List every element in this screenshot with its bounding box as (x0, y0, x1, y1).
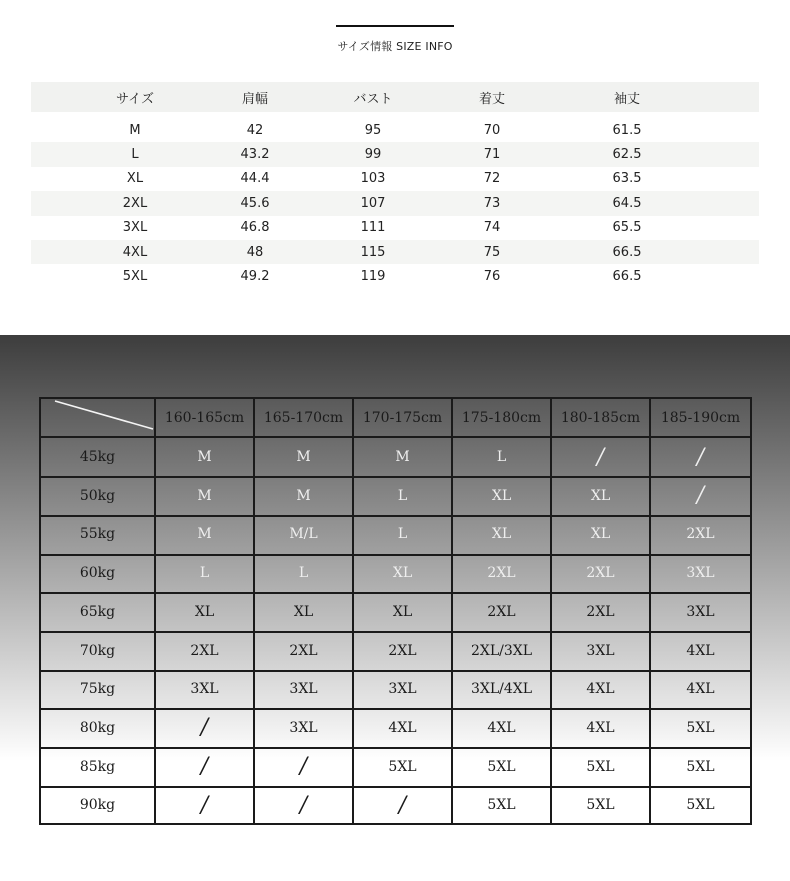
size-row-m (31, 118, 759, 142)
weight-label: 70kg (41, 632, 156, 670)
bust-cell: 111 (360, 220, 386, 236)
size-recommendation-cell: 4XL (354, 709, 453, 747)
sleeve-cell: 61.5 (612, 122, 642, 138)
size-recommendation-cell: 3XL (686, 603, 715, 620)
size-recommendation-cell: / (696, 444, 705, 470)
height-header: 185-190cm (660, 409, 741, 426)
size-recommendation-cell: / (156, 748, 255, 786)
sleeve-cell: 63.5 (612, 171, 642, 187)
length-cell: 73 (483, 195, 501, 211)
size-recommendation-cell: / (156, 709, 255, 747)
shoulder-cell: 44.4 (240, 171, 270, 187)
size-info-title: サイズ情報 SIZE INFO (337, 40, 453, 53)
size-recommendation-cell: 2XL (255, 632, 354, 670)
grid-row (41, 593, 750, 633)
grid-row (41, 632, 750, 672)
size-recommendation-cell: 4XL (552, 709, 651, 747)
size-row-2xl (31, 191, 759, 215)
bust-cell: 99 (364, 147, 382, 163)
size-row-5xl (31, 264, 759, 288)
shoulder-cell: 48 (246, 244, 264, 260)
grid-row (41, 438, 750, 478)
size-cell: 2XL (122, 195, 148, 211)
height-header: 170-175cm (354, 399, 453, 436)
size-recommendation-cell: 5XL (686, 719, 715, 736)
bust-cell: 95 (364, 122, 382, 138)
size-recommendation-cell: 2XL (552, 554, 651, 592)
sleeve-cell: 66.5 (612, 244, 642, 260)
bust-cell: 119 (360, 269, 386, 285)
size-recommendation-cell: M (255, 438, 354, 476)
diagonal-divider-icon (41, 399, 154, 436)
size-recommendation-cell: XL (354, 593, 453, 631)
size-recommendation-cell: XL (255, 593, 354, 631)
length-cell: 72 (483, 171, 501, 187)
height-header: 180-185cm (552, 399, 651, 436)
size-recommendation-cell: M (156, 515, 255, 553)
size-recommendation-cell: 3XL (354, 670, 453, 708)
size-recommendation-cell: L (354, 477, 453, 515)
size-recommendation-cell: 3XL (552, 632, 651, 670)
size-cell: XL (126, 171, 144, 187)
size-recommendation-cell: / (156, 786, 255, 824)
size-recommendation-cell: 5XL (453, 748, 552, 786)
size-recommendation-cell: L (156, 554, 255, 592)
size-recommendation-cell: XL (453, 477, 552, 515)
shoulder-cell: 42 (246, 122, 264, 138)
size-recommendation-cell: 3XL (686, 565, 715, 582)
size-recommendation-cell: 5XL (552, 748, 651, 786)
size-recommendation-cell: 4XL (686, 681, 715, 698)
size-chart-section (0, 335, 790, 881)
size-recommendation-cell: L (453, 438, 552, 476)
size-recommendation-cell: 2XL (453, 554, 552, 592)
size-recommendation-cell: 2XL (552, 593, 651, 631)
size-recommendation-cell: 4XL (686, 642, 715, 659)
weight-label: 80kg (41, 709, 156, 747)
size-row-l (31, 142, 759, 166)
length-cell: 75 (483, 244, 501, 260)
weight-label: 45kg (41, 438, 156, 476)
bust-cell: 103 (360, 171, 386, 187)
size-recommendation-cell: 2XL (453, 593, 552, 631)
height-header: 160-165cm (156, 399, 255, 436)
size-recommendation-cell: M/L (255, 515, 354, 553)
size-cell: M (129, 122, 141, 138)
corner-cell (41, 399, 156, 436)
size-info-header-row (31, 82, 759, 112)
grid-header-row (41, 399, 750, 438)
size-recommendation-cell: XL (354, 554, 453, 592)
size-cell: 5XL (122, 269, 148, 285)
grid-row (41, 554, 750, 594)
weight-label: 85kg (41, 748, 156, 786)
bust-cell: 115 (360, 244, 386, 260)
size-recommendation-cell: M (354, 438, 453, 476)
shoulder-cell: 49.2 (240, 269, 270, 285)
grid-row (41, 670, 750, 710)
size-recommendation-cell: / (552, 438, 651, 476)
height-header: 175-180cm (453, 399, 552, 436)
weight-label: 60kg (41, 554, 156, 592)
header-length: 着丈 (478, 91, 506, 107)
size-recommendation-cell: / (696, 483, 705, 509)
length-cell: 74 (483, 220, 501, 236)
size-recommendation-cell: XL (552, 477, 651, 515)
size-recommendation-cell: 2XL (156, 632, 255, 670)
shoulder-cell: 43.2 (240, 147, 270, 163)
size-recommendation-cell: XL (453, 515, 552, 553)
grid-row (41, 477, 750, 517)
size-recommendation-cell: L (255, 554, 354, 592)
size-recommendation-cell: / (354, 786, 453, 824)
size-info-section (0, 0, 790, 335)
sleeve-cell: 65.5 (612, 220, 642, 236)
size-recommendation-cell: / (255, 786, 354, 824)
size-recommendation-cell: 2XL (686, 526, 715, 543)
size-recommendation-cell: M (156, 477, 255, 515)
shoulder-cell: 45.6 (240, 195, 270, 211)
size-row-xl (31, 167, 759, 191)
size-recommendation-cell: 5XL (552, 786, 651, 824)
size-recommendation-cell: L (354, 515, 453, 553)
size-recommendation-cell: 3XL (255, 709, 354, 747)
size-recommendation-cell: M (255, 477, 354, 515)
size-recommendation-cell: XL (552, 515, 651, 553)
size-row-4xl (31, 240, 759, 264)
size-recommendation-cell: 4XL (552, 670, 651, 708)
sleeve-cell: 64.5 (612, 195, 642, 211)
size-recommendation-cell: 2XL/3XL (453, 632, 552, 670)
grid-row (41, 515, 750, 555)
length-cell: 76 (483, 269, 501, 285)
size-recommendation-cell: 5XL (453, 786, 552, 824)
header-size: サイズ (116, 91, 154, 107)
size-recommendation-cell: 2XL (354, 632, 453, 670)
size-recommendation-cell: 3XL/4XL (453, 670, 552, 708)
sleeve-cell: 66.5 (612, 269, 642, 285)
size-cell: 4XL (122, 244, 148, 260)
sleeve-cell: 62.5 (612, 147, 642, 163)
bust-cell: 107 (360, 195, 386, 211)
weight-label: 90kg (41, 786, 156, 824)
size-recommendation-cell: XL (156, 593, 255, 631)
length-cell: 71 (483, 147, 501, 163)
size-row-3xl (31, 216, 759, 240)
grid-row (41, 748, 750, 788)
header-shoulder: 肩幅 (241, 91, 269, 107)
shoulder-cell: 46.8 (240, 220, 270, 236)
height-header: 165-170cm (255, 399, 354, 436)
length-cell: 70 (483, 122, 501, 138)
size-cell: 3XL (122, 220, 148, 236)
height-weight-size-grid (39, 397, 752, 825)
grid-row (41, 786, 750, 824)
weight-label: 65kg (41, 593, 156, 631)
weight-label: 55kg (41, 515, 156, 553)
size-recommendation-cell: 3XL (255, 670, 354, 708)
size-recommendation-cell: M (156, 438, 255, 476)
grid-row (41, 709, 750, 749)
size-recommendation-cell: 5XL (686, 797, 715, 814)
title-divider (336, 25, 454, 27)
header-sleeve: 袖丈 (613, 91, 641, 107)
size-recommendation-cell: 5XL (354, 748, 453, 786)
weight-label: 50kg (41, 477, 156, 515)
weight-label: 75kg (41, 670, 156, 708)
size-recommendation-cell: 4XL (453, 709, 552, 747)
header-bust: バスト (353, 91, 393, 107)
size-cell: L (131, 147, 139, 163)
size-recommendation-cell: 3XL (156, 670, 255, 708)
size-info-table (31, 82, 759, 289)
size-recommendation-cell: 5XL (686, 758, 715, 775)
size-recommendation-cell: / (255, 748, 354, 786)
